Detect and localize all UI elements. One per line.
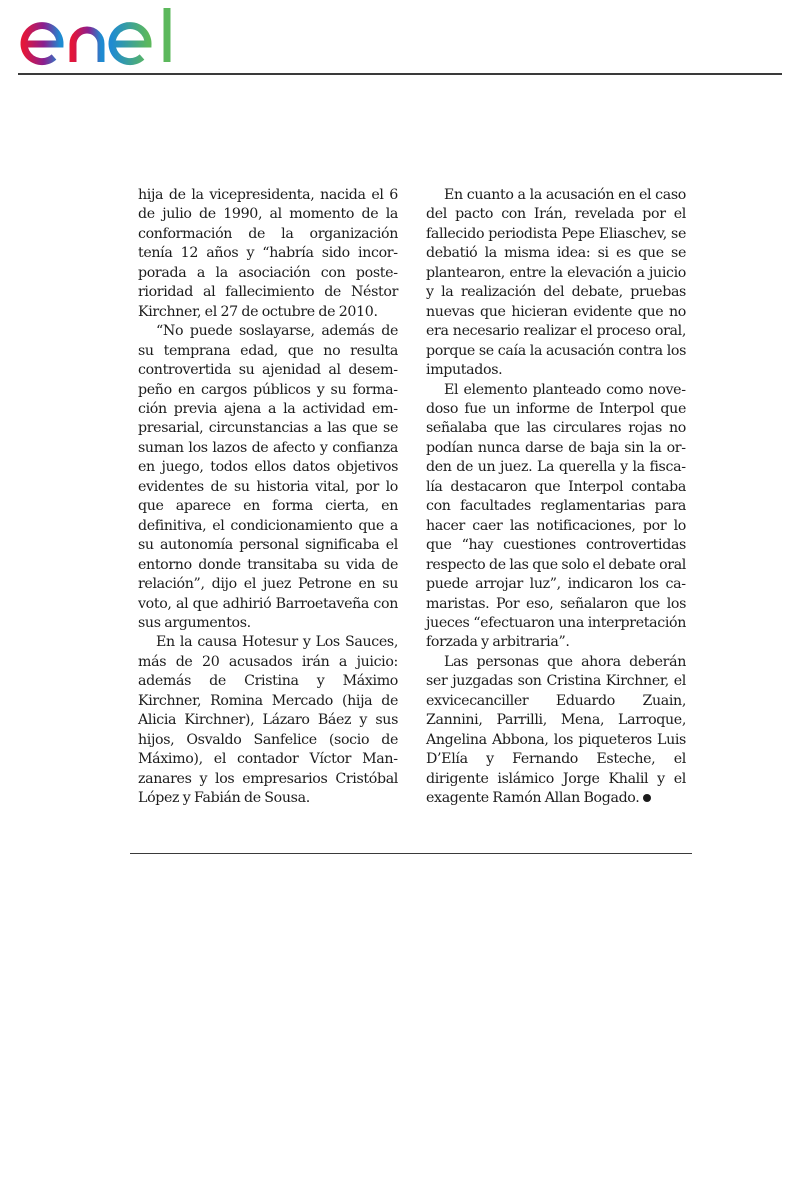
enel-logo bbox=[18, 4, 188, 68]
header-divider bbox=[18, 73, 782, 75]
enel-logo-graphic bbox=[18, 4, 188, 68]
paragraph: El elemento planteado como novedoso fue un informe de Interpol que señalaba que las circulares rojas no podían nunca darse de baja sin la orden de un juez. La querella y la fiscalía destacaron que Interpol contaba con facultades reglamentarias para hacer caer las notificaciones, por lo que “hay cuestiones controvertidas respecto de las que solo el debate oral puede arrojar luz”, indicaron los camaristas. Por eso, señalaron que los jueces “efectuaron una interpretación forzada y arbitraria”. bbox=[426, 381, 686, 651]
paragraph: “No puede soslayarse, además de su temprana edad, que no resulta controvertida su ajenidad al desempeño en cargos públicos y su formación previa ajena a la actividad empresarial, circunstancias a las que se suman los lazos de afecto y confianza en juego, todos ellos datos objetivos evidentes de su historia vital, por lo que aparece en forma cierta, en definitiva, el condicionamiento que a su autonomía personal significaba el entorno donde transitaba su vida de relación”, dijo el juez Petrone en su voto, al que adhirió Barroetaveña con sus argumentos. bbox=[138, 323, 398, 631]
article-body bbox=[138, 186, 686, 809]
column-left bbox=[138, 186, 398, 809]
article-bottom-divider bbox=[130, 853, 692, 854]
end-of-article-icon bbox=[643, 794, 651, 802]
paragraph-last bbox=[426, 653, 686, 809]
column-right bbox=[426, 186, 686, 809]
paragraph: hija de la vicepresidenta, nacida el 6 de julio de 1990, al momento de la conformación de la organización tenía 12 años y “habría sido incorporada a la asociación con posterioridad al fallecimiento de Néstor Kirchner, el 27 de octubre de 2010. bbox=[138, 187, 398, 320]
paragraph: En la causa Hotesur y Los Sauces, más de 20 acusados irán a juicio: además de Cristina y Máximo Kirchner, Romina Mercado (hija de Alicia Kirchner), Lázaro Báez y sus hijos, Osvaldo Sanfelice (socio de Máximo), el contador Víctor Manzanares y los empresarios Cristóbal López y Fabián de Sousa. bbox=[138, 634, 398, 807]
paragraph-last-text: Las personas que ahora deberán ser juzgadas son Cristina Kirchner, el exvicecanciller Eduardo Zuain, Zannini, Parrilli, Mena, Larroque, Angelina Abbona, los piqueteros Luis D’Elía y Fernando Esteche, el dirigente islámico Jorge Khalil y el exagente Ramón Allan Bogado. bbox=[426, 653, 686, 807]
paragraph: En cuanto a la acusación en el caso del pacto con Irán, revelada por el fallecido periodista Pepe Eliaschev, se debatió la misma idea: si es que se plantearon, entre la elevación a juicio y la realización del debate, pruebas nuevas que hicieran evidente que no era necesario realizar el proceso oral, porque se caía la acusación contra los imputados. bbox=[426, 187, 686, 379]
